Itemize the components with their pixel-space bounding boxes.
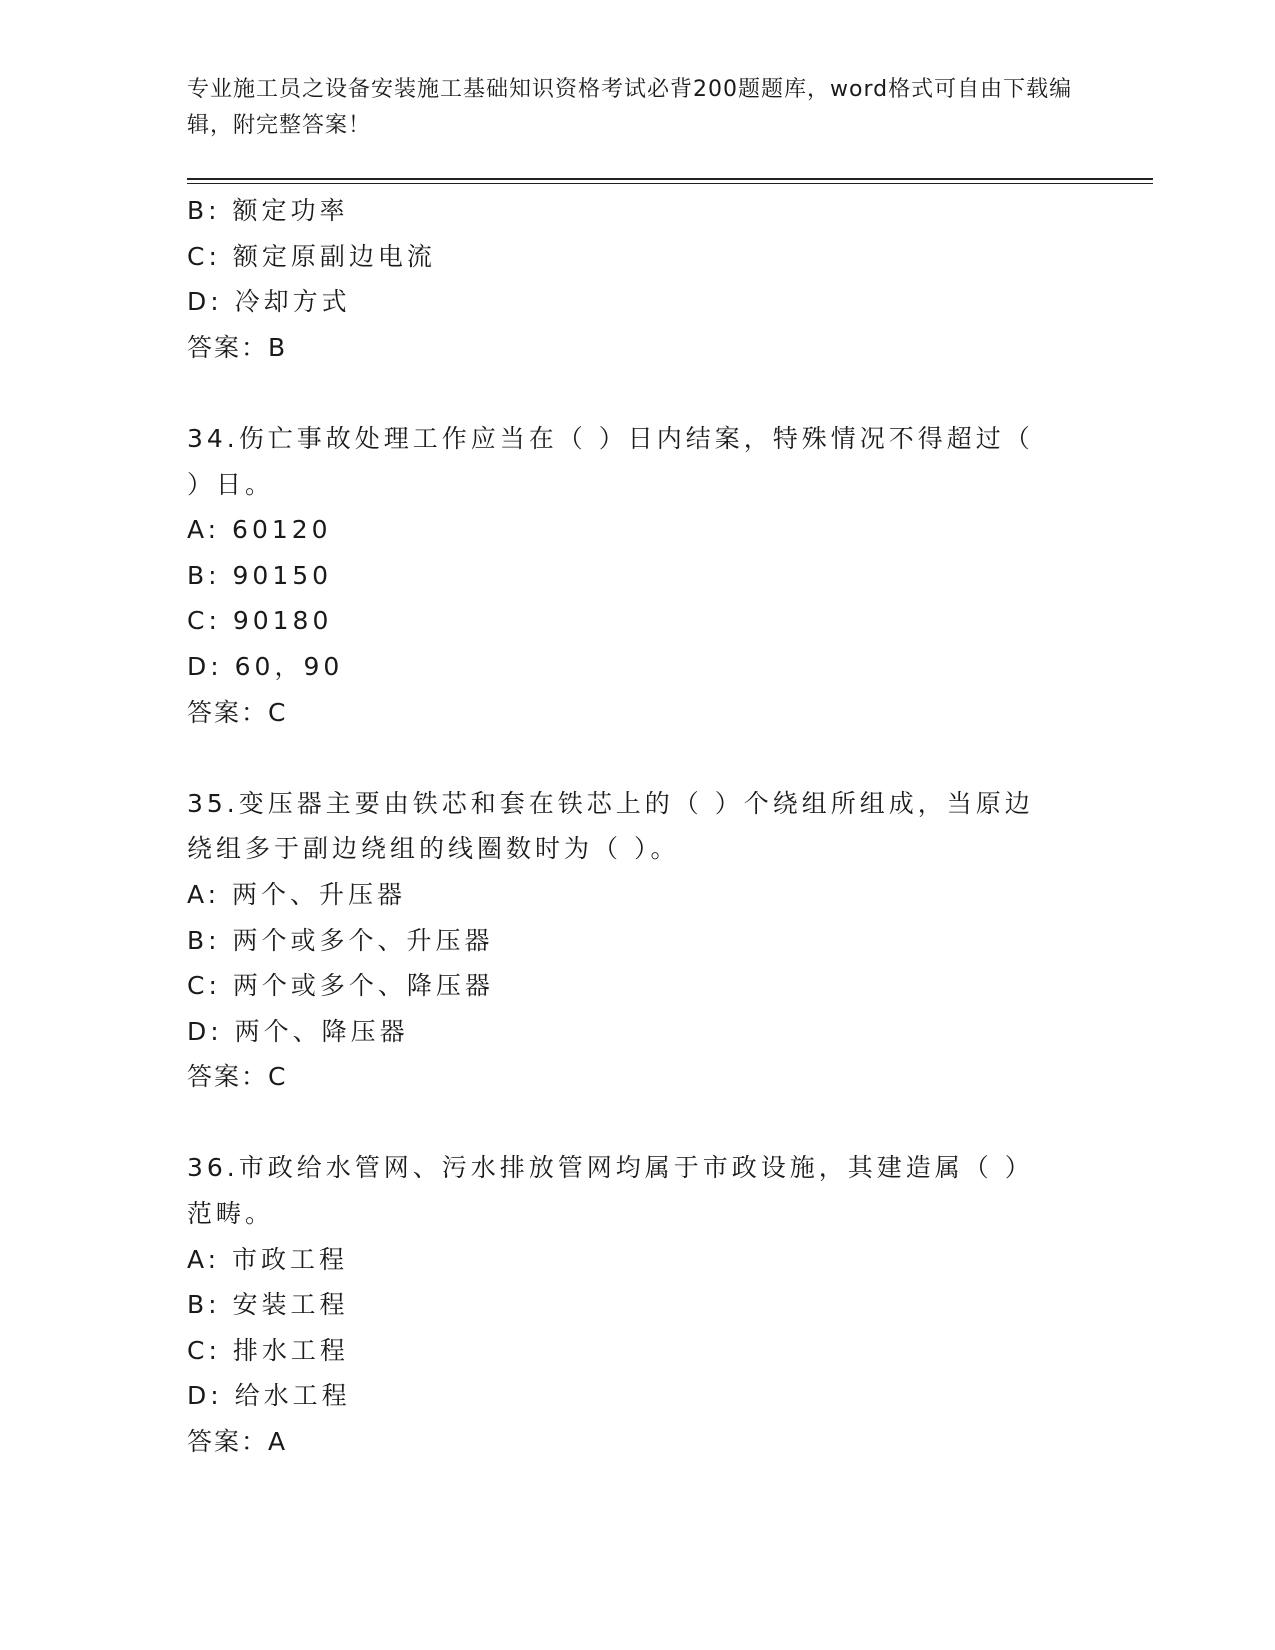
header-divider-thin bbox=[187, 183, 1153, 184]
answer-line: 答案：B bbox=[187, 332, 288, 362]
question-35 bbox=[187, 781, 1067, 1100]
header-title: 专业施工员之设备安装施工基础知识资格考试必背200题题库，word格式可自由下载编辑，附完整答案！ bbox=[187, 77, 1073, 138]
option-b: B: 额定功率 bbox=[187, 196, 349, 225]
option-d: D: 冷却方式 bbox=[187, 287, 351, 317]
question-36 bbox=[187, 1145, 1067, 1464]
option-b: B: 两个或多个、升压器 bbox=[187, 925, 494, 955]
option-c: C: 90180 bbox=[187, 606, 333, 636]
question-33-continued bbox=[187, 188, 1067, 370]
option-c: C: 额定原副边电流 bbox=[187, 241, 436, 271]
answer-line: 答案：C bbox=[187, 697, 288, 727]
option-d: D: 两个、降压器 bbox=[187, 1016, 409, 1046]
option-b: B: 90150 bbox=[187, 560, 333, 590]
document-header bbox=[187, 72, 1087, 144]
option-d: D: 给水工程 bbox=[187, 1381, 351, 1411]
spacer bbox=[187, 735, 1067, 781]
option-b: B: 安装工程 bbox=[187, 1290, 349, 1320]
option-d: D: 60，90 bbox=[187, 651, 344, 681]
question-34 bbox=[187, 416, 1067, 735]
header-divider-thick bbox=[187, 178, 1153, 180]
answer-line: 答案：C bbox=[187, 1062, 288, 1092]
answer-line: 答案：A bbox=[187, 1427, 288, 1457]
option-a: A: 两个、升压器 bbox=[187, 879, 407, 909]
spacer bbox=[187, 370, 1067, 416]
question-list bbox=[187, 188, 1067, 1465]
question-text: 35.变压器主要由铁芯和套在铁芯上的（ ）个绕组所组成，当原边绕组多于副边绕组的线圈数时为（ ）。 bbox=[187, 788, 1034, 864]
spacer bbox=[187, 1100, 1067, 1146]
option-a: A: 60120 bbox=[187, 515, 332, 545]
option-a: A: 市政工程 bbox=[187, 1244, 349, 1274]
option-c: C: 两个或多个、降压器 bbox=[187, 971, 494, 1001]
question-text: 36.市政给水管网、污水排放管网均属于市政设施，其建造属（ ）范畴。 bbox=[187, 1153, 1034, 1229]
option-c: C: 排水工程 bbox=[187, 1335, 349, 1365]
question-text: 34.伤亡事故处理工作应当在（ ）日内结案，特殊情况不得超过（ ）日。 bbox=[187, 423, 1034, 499]
